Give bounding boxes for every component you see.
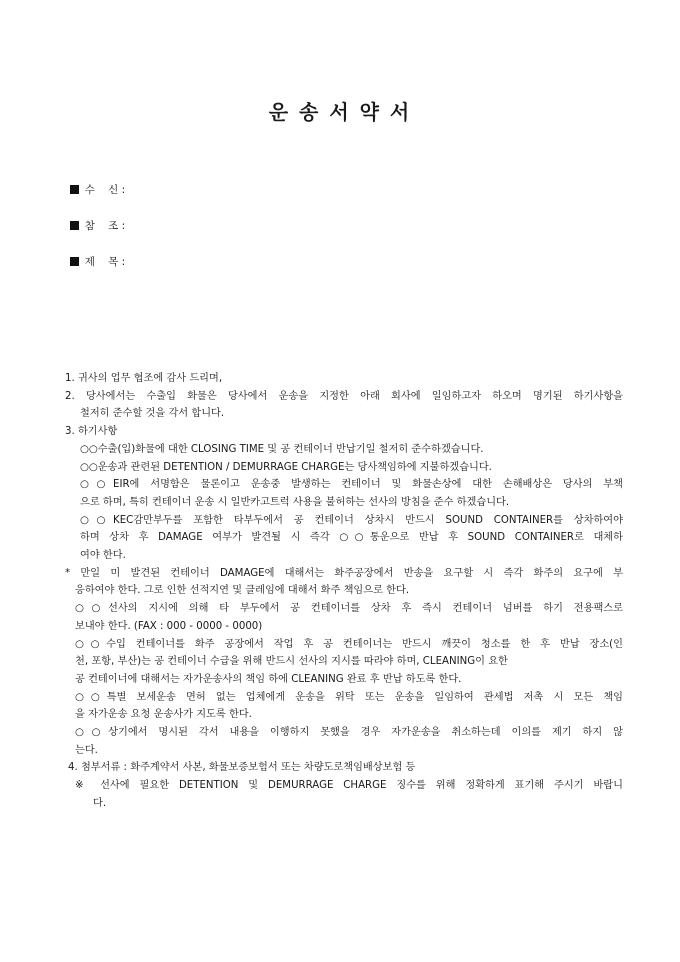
- body-line: 을 자가운송 요청 운송사가 지도록 한다.: [75, 709, 252, 721]
- body-line: ○○수입 컨테이너를 화주 공장에서 작업 후 공 컨테이너는 반드시 깨끗이 청소를 한 후 반납 장소(인: [75, 638, 623, 650]
- body-line: ○○선사의 지시에 의해 타 부두에서 공 컨테이너를 상차 후 즉시 컨테이너 넘버를 하기 전용팩스로: [75, 603, 623, 615]
- reference-label: 참 조 :: [84, 220, 126, 232]
- body-line: 4. 첨부서류 : 화주계약서 사본, 화물보증보험서 또는 차량도로책임배상보험 등: [68, 762, 416, 774]
- square-bullet-icon: [70, 257, 79, 266]
- body-line: 철저히 준수할 것을 각서 합니다.: [80, 408, 225, 420]
- body-line: ○○EIR에 서명함은 물론이고 운송중 발생하는 컨테이너 및 화물손상에 대한 손해배상은 당사의 부책: [80, 479, 623, 491]
- body-line: 1. 귀사의 업무 협조에 감사 드리며,: [65, 373, 223, 384]
- body-line: ※ 선사에 필요한 DETENTION 및 DEMURRAGE CHARGE 징수를 위해 정확하게 표기해 주시기 바랍니: [75, 780, 623, 792]
- recipient-label: 수 신 :: [84, 184, 126, 196]
- square-bullet-icon: [70, 185, 79, 194]
- body-line: 보내야 한다. (FAX : 000 - 0000 - 0000): [75, 620, 263, 632]
- body-line: 3. 하기사항: [65, 426, 118, 438]
- body-line: ○○운송과 관련된 DETENTION / DEMURRAGE CHARGE는 당사책임하에 지불하겠습니다.: [80, 461, 492, 473]
- body-line: ○○특별 보세운송 면허 없는 업체에게 운송을 위탁 또는 운송을 일임하여 관세법 저촉 시 모든 책임: [75, 691, 623, 703]
- body-line: * 만일 미 발견된 컨테이너 DAMAGE에 대해서는 화주공장에서 반송을 요구할 시 즉각 화주의 요구에 부: [65, 567, 623, 579]
- body-line: ○○KEC감만부두를 포함한 타부두에서 공 컨테이너 상차시 반드시 SOUND CONTAINER를 상차하여야: [80, 514, 623, 526]
- recipient-field: [63, 170, 125, 197]
- body-line: 다.: [93, 797, 107, 809]
- body-line: 2. 당사에서는 수출입 화물은 당사에서 운송을 지정한 아래 회사에 일임하고자 하오며 명기된 하기사항을: [65, 390, 623, 402]
- body-line: 하며 상차 후 DAMAGE 여부가 발견될 시 즉각 ○○통운으로 반납 후 SOUND CONTAINER로 대체하: [80, 532, 623, 544]
- body-line: ○○수출(입)화물에 대한 CLOSING TIME 및 공 컨테이너 반납기일 철저히 준수하겠습니다.: [80, 443, 484, 455]
- body-line: 공 컨테이너에 대해서는 자가운송사의 책임 하에 CLEANING 완료 후 반납 하도록 한다.: [75, 673, 462, 685]
- subject-field: [63, 242, 125, 269]
- body-line: ○○상기에서 명시된 각서 내용을 이행하지 못했을 경우 자가운송을 취소하는데 이의를 제기 하지 않: [75, 727, 623, 738]
- reference-field: [63, 206, 125, 233]
- body-line: 천, 포항, 부산)는 공 컨테이너 수급을 위해 반드시 선사의 지시를 따라야 하며, CLEANING이 요한: [75, 656, 508, 668]
- square-bullet-icon: [70, 221, 79, 230]
- body-line: 으로 하며, 특히 컨테이너 운송 시 일반카고트럭 사용을 불허하는 선사의 방침을 준수 하겠습니다.: [80, 496, 510, 508]
- subject-label: 제 목 :: [84, 256, 126, 268]
- body-line: 여야 한다.: [80, 550, 126, 561]
- body-line: 응하여야 한다. 그로 인한 선적지연 및 클레임에 대해서 화주 책임으로 한다.: [75, 585, 410, 597]
- document-title: 운 송 서 약 서: [268, 100, 412, 124]
- body-line: 는다.: [75, 744, 98, 756]
